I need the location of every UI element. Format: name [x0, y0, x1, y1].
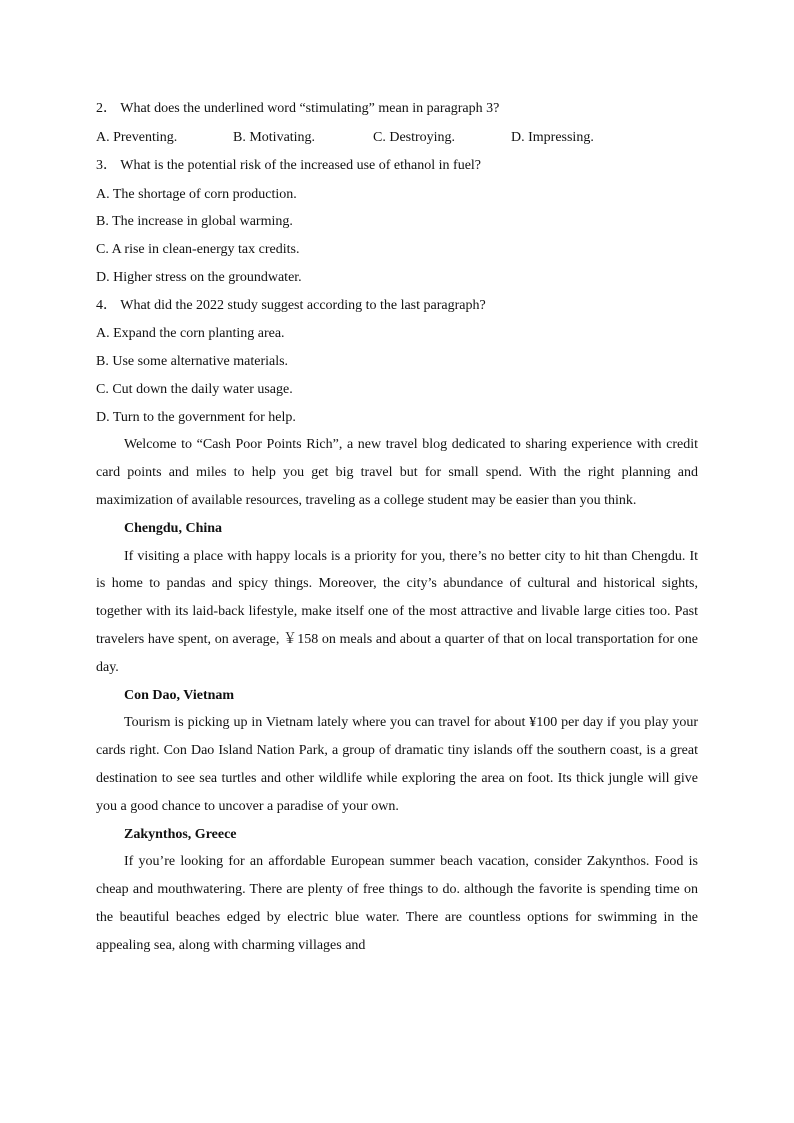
intro-paragraph: Welcome to “Cash Poor Points Rich”, a new travel blog dedicated to sharing experience with credit card points and miles to help you get big travel but for small spend. With the right planning and maximization of available resources, traveling as a college student may be easier than you think.	[96, 437, 698, 508]
q4-option-c: C. Cut down the daily water usage.	[96, 381, 293, 397]
q4-option-a: A. Expand the corn planting area.	[96, 326, 285, 342]
section-body-zakynthos: If you’re looking for an affordable European summer beach vacation, consider Zakynthos. Food is cheap and mouthwatering. There are plenty of free things to do. although the favorite is spending time on the beautiful beaches edged by electric blue water. There are countless options for swimming in the appealing sea, along with charming villages and	[96, 854, 698, 953]
q2-option-a: A. Preventing.	[96, 129, 178, 145]
q3-option-d: D. Higher stress on the groundwater.	[96, 269, 302, 285]
question-2: 2． What does the underlined word “stimulating” mean in paragraph 3?	[96, 101, 500, 116]
q2-option-d: D. Impressing.	[511, 129, 594, 145]
document-page	[96, 95, 698, 960]
q4-option-d: D. Turn to the government for help.	[96, 409, 296, 425]
q4-option-b: B. Use some alternative materials.	[96, 353, 289, 369]
section-heading-zakynthos: Zakynthos, Greece	[124, 826, 237, 842]
question-2-options	[96, 124, 698, 153]
section-heading-chengdu: Chengdu, China	[124, 520, 223, 536]
section-heading-con-dao: Con Dao, Vietnam	[124, 687, 235, 703]
q3-option-a: A. The shortage of corn production.	[96, 186, 297, 202]
q3-option-c: C. A rise in clean-energy tax credits.	[96, 242, 300, 258]
question-3: 3． What is the potential risk of the increased use of ethanol in fuel?	[96, 158, 482, 173]
q3-option-b: B. The increase in global warming.	[96, 214, 293, 230]
section-body-con-dao: Tourism is picking up in Vietnam lately where you can travel for about ¥100 per day if you play your cards right. Con Dao Island Nation Park, a group of dramatic tiny islands off the southern coast, is a great destination to see sea turtles and other wildlife while exploring the area on foot. Its thick jungle will give you a good chance to uncover a paradise of your own.	[96, 715, 698, 814]
question-4: 4． What did the 2022 study suggest according to the last paragraph?	[96, 297, 486, 313]
q2-option-c: C. Destroying.	[373, 129, 456, 145]
q2-option-b: B. Motivating.	[233, 129, 316, 145]
section-body-chengdu: If visiting a place with happy locals is a priority for you, there’s no better city to hit than Chengdu. It is home to pandas and spicy things. Moreover, the city’s abundance of cultural and historical sights, together with its laid-back lifestyle, make itself one of the most attractive and livable large cities too. Past travelers have spent, on average, ￥158 on meals and about a quarter of that on local transportation for one day.	[96, 548, 698, 675]
